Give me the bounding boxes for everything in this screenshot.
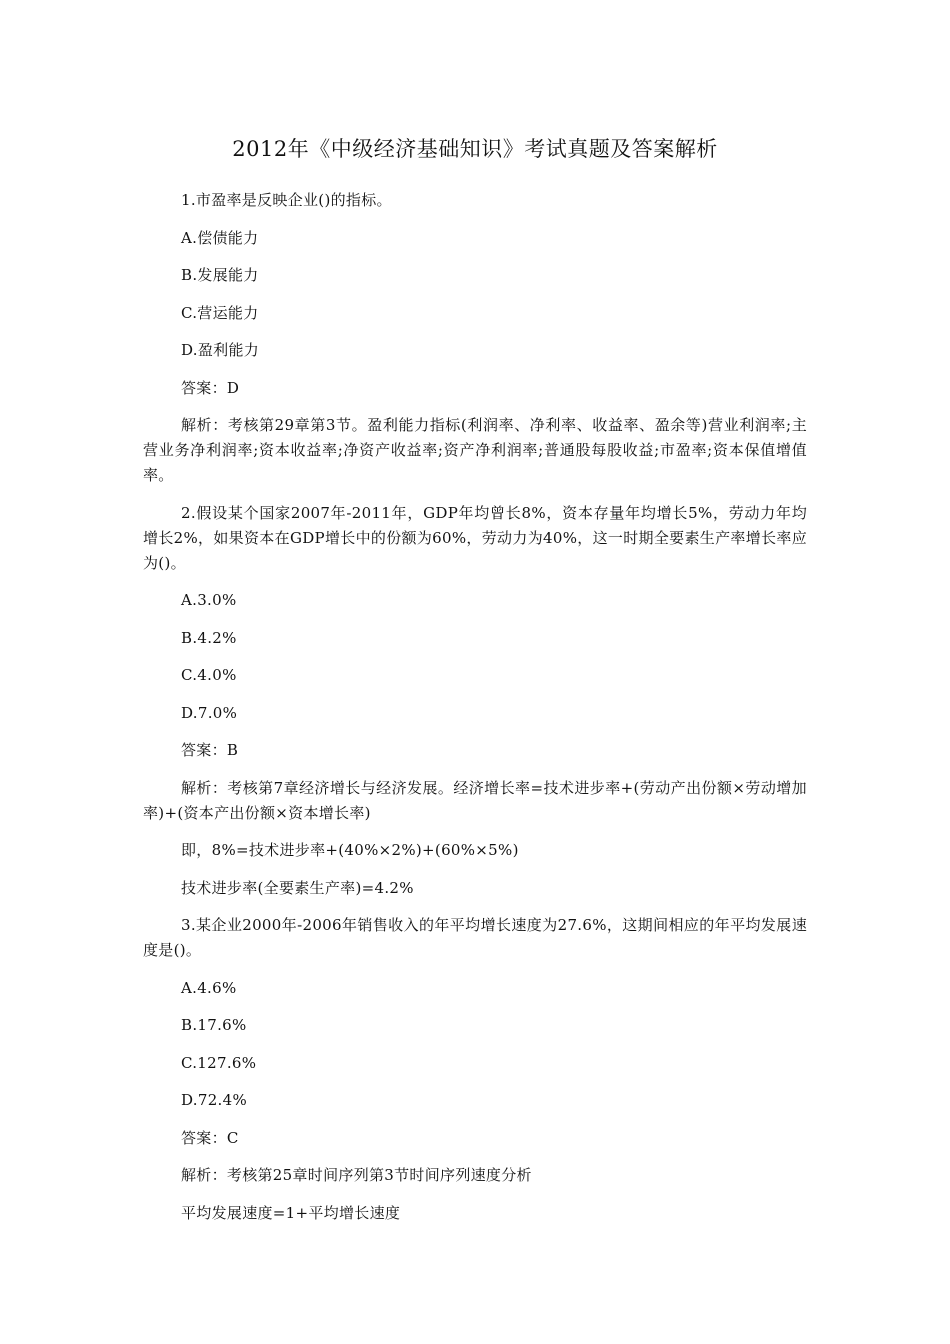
question-2-option-a: A.3.0% xyxy=(181,591,237,609)
question-1-option-a: A.偿债能力 xyxy=(181,228,259,247)
question-1-explanation: 解析：考核第29章第3节。盈利能力指标(利润率、净利率、收益率、盈余等)营业利润率;主营业务净利润率;资本收益率;净资产收益率;资产净利润率;普通股每股收益;市盈率;资本保值增值率。 xyxy=(143,416,807,484)
question-2-stem: 2.假设某个国家2007年-2011年，GDP年均曾长8%，资本存量年均增长5%，劳动力年均增长2%，如果资本在GDP增长中的份额为60%，劳动力为40%，这一时期全要素生产率增长率应为()。 xyxy=(143,503,807,572)
question-3-stem: 3.某企业2000年-2006年销售收入的年平均增长速度为27.6%，这期间相应的年平均发展速度是()。 xyxy=(143,916,807,959)
question-1-option-c: C.营运能力 xyxy=(181,303,259,322)
question-1-stem: 1.市盈率是反映企业()的指标。 xyxy=(181,191,392,209)
question-2-answer: 答案：B xyxy=(181,741,239,759)
question-3-option-c: C.127.6% xyxy=(181,1053,257,1072)
question-1-answer: 答案：D xyxy=(181,378,240,397)
document-title: 2012年《中级经济基础知识》考试真题及答案解析 xyxy=(232,137,718,161)
question-3-explanation: 解析：考核第25章时间序列第3节时间序列速度分析 xyxy=(181,1166,532,1184)
question-2-result: 技术进步率(全要素生产率)=4.2% xyxy=(181,878,414,897)
question-1-option-b: B.发展能力 xyxy=(181,266,259,284)
question-2-explanation: 解析：考核第7章经济增长与经济发展。经济增长率=技术进步率+(劳动产出份额×劳动增加率)+(资本产出份额×资本增长率) xyxy=(143,778,807,822)
question-2-option-b: B.4.2% xyxy=(181,628,237,647)
document-body xyxy=(143,188,807,1226)
question-2-option-d: D.7.0% xyxy=(181,703,238,722)
question-3-option-d: D.72.4% xyxy=(181,1091,248,1109)
question-3-answer: 答案：C xyxy=(181,1128,239,1147)
question-1-option-d: D.盈利能力 xyxy=(181,341,260,359)
question-3-option-b: B.17.6% xyxy=(181,1016,247,1034)
question-3-option-a: A.4.6% xyxy=(181,978,237,997)
question-2-option-c: C.4.0% xyxy=(181,666,237,684)
question-3-formula: 平均发展速度=1+平均增长速度 xyxy=(181,1203,401,1222)
question-2-calculation: 即，8%=技术进步率+(40%×2%)+(60%×5%) xyxy=(181,841,519,859)
